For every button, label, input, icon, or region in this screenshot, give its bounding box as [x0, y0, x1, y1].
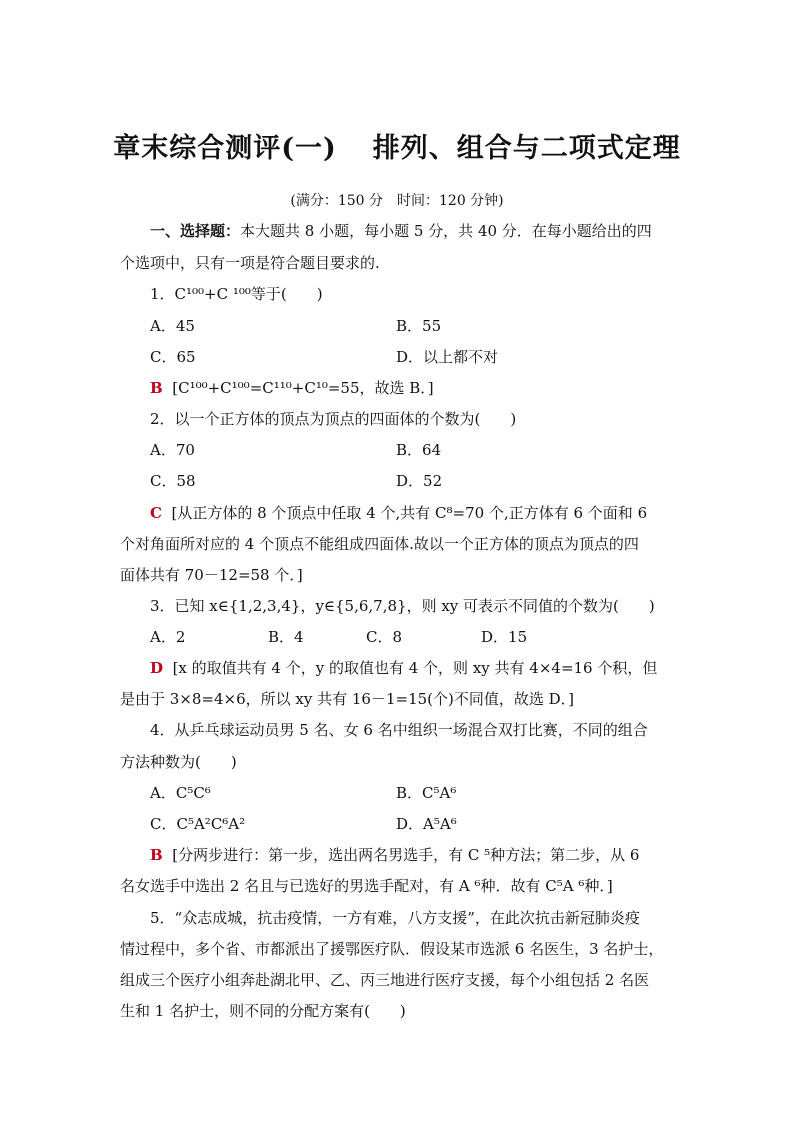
q4-stem-2: 方法种数为( ) [120, 753, 237, 771]
q1-solution [150, 378, 434, 398]
q2-option-d: D．52 [396, 472, 443, 490]
q2-answer: C [150, 504, 162, 522]
q4-solution-line-1 [150, 845, 639, 865]
q3-option-c: C．8 [366, 628, 403, 646]
q4-explanation-1: [分两步进行：第一步，选出两名男选手，有 C ⁵种方法；第二步，从 6 [172, 846, 640, 864]
q3-option-d: D．15 [481, 628, 528, 646]
title-main: 章末综合测评(一) [113, 133, 337, 164]
title-sub: 排列、组合与二项式定理 [372, 133, 681, 164]
q1-option-c: C．65 [150, 348, 196, 366]
q2-explanation-1: [从正方体的 8 个顶点中任取 4 个,共有 C⁸=70 个,正方体有 6 个面和 6 [171, 504, 648, 522]
q3-explanation-2: 是由于 3×8=4×6，所以 xy 共有 16－1=15(个)不同值，故选 D．] [120, 690, 575, 708]
section-heading: 一、选择题： [150, 222, 241, 240]
q3-answer: D [150, 659, 164, 677]
q2-option-b: B．64 [396, 441, 442, 459]
q5-stem-2: 情过程中，多个省、市都派出了援鄂医疗队．假设某市选派 6 名医生，3 名护士， [120, 940, 664, 958]
section-text-2: 个选项中，只有一项是符合题目要求的. [120, 254, 380, 272]
q5-stem-4: 生和 1 名护士，则不同的分配方案有( ) [120, 1002, 406, 1020]
q5-stem-3: 组成三个医疗小组奔赴湖北甲、乙、丙三地进行医疗支援，每个小组包括 2 名医 [120, 971, 650, 989]
q4-option-d: D．A⁵A⁶ [396, 815, 457, 833]
q2-option-c: C．58 [150, 472, 196, 490]
q3-option-b: B．4 [268, 628, 304, 646]
q4-explanation-2: 名女选手中选出 2 名且与已选好的男选手配对，有 A ⁶种．故有 C⁵A ⁶种．] [120, 877, 613, 895]
q2-explanation-2: 个对角面所对应的 4 个顶点不能组成四面体.故以一个正方体的顶点为顶点的四 [120, 535, 639, 553]
q5-stem-1: 5．“众志成城，抗击疫情，一方有难，八方支援”，在此次抗击新冠肺炎疫 [150, 909, 640, 927]
page-title [0, 126, 794, 165]
q4-stem-1: 4．从乒乓球运动员男 5 名、女 6 名中组织一场混合双打比赛，不同的组合 [150, 721, 648, 739]
exam-meta [0, 190, 794, 210]
section-text-1: 本大题共 8 小题，每小题 5 分，共 40 分．在每小题给出的四 [240, 222, 652, 240]
q1-option-b: B．55 [396, 317, 442, 335]
q3-explanation-1: [x 的取值共有 4 个，y 的取值也有 4 个，则 xy 共有 4×4=16 个积，但 [172, 659, 658, 677]
q1-explanation: [C¹⁰⁰+C¹⁰⁰=C¹¹⁰+C¹⁰=55，故选 B．] [172, 379, 434, 397]
q4-option-c: C．C⁵A²C⁶A² [150, 815, 246, 833]
section-intro [150, 221, 652, 241]
q1-answer: B [150, 379, 163, 397]
q1-option-d: D．以上都不对 [396, 348, 499, 366]
q2-explanation-3: 面体共有 70－12=58 个．] [120, 566, 303, 584]
q1-stem: 1．C¹⁰⁰+C ¹⁰⁰等于( ) [150, 285, 323, 303]
q3-option-a: A．2 [150, 628, 186, 646]
q4-option-b: B．C⁵A⁶ [396, 784, 457, 802]
q3-stem: 3．已知 x∈{1,2,3,4}，y∈{5,6,7,8}，则 xy 可表示不同值的个数为( ) [150, 597, 655, 615]
q2-solution-line-1 [150, 503, 647, 523]
score-info: (满分：150 分 [290, 193, 383, 209]
time-info: 时间：120 分钟) [397, 193, 504, 209]
q1-option-a: A．45 [150, 317, 195, 335]
q2-stem: 2．以一个正方体的顶点为顶点的四面体的个数为( ) [150, 410, 517, 428]
q4-option-a: A．C⁵C⁶ [150, 784, 211, 802]
q4-answer: B [150, 846, 163, 864]
q2-option-a: A．70 [150, 441, 195, 459]
q3-solution-line-1 [150, 658, 657, 678]
